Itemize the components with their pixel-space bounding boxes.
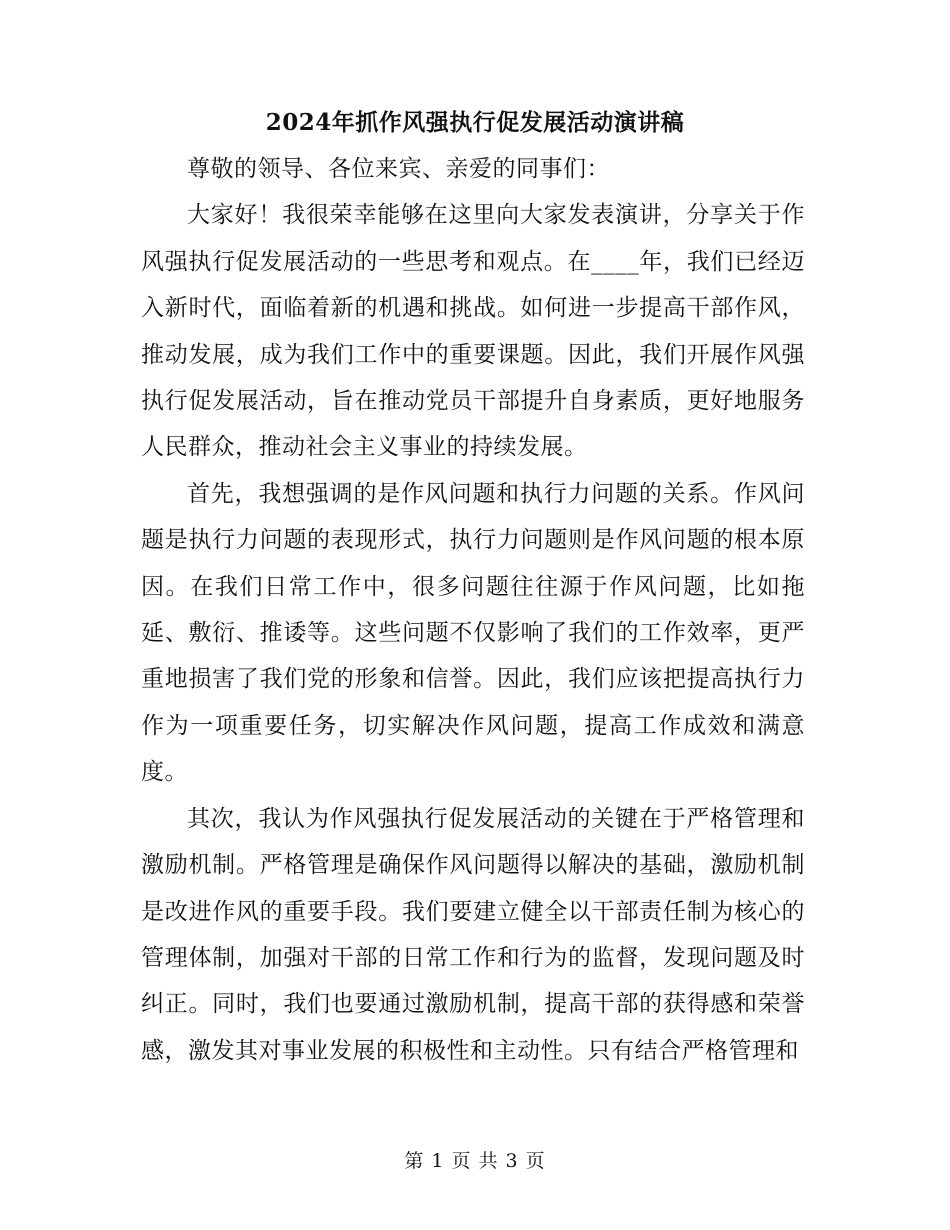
salutation-paragraph: 尊敬的领导、各位来宾、亲爱的同事们： bbox=[187, 156, 610, 182]
body-paragraph: 大家好！我很荣幸能够在这里向大家发表演讲，分享关于作风强执行促发展活动的一些思考和观点。在____年，我们已经迈入新时代，面临着新的机遇和挑战。如何进一步提高干部作风，推动发展，成为我们工作中的重要课题。因此，我们开展作风强执行促发展活动，旨在推动党员干部提升自身素质，更好地服务人民群众，推动社会主义事业的持续发展。 bbox=[141, 202, 805, 461]
body-paragraph: 其次，我认为作风强执行促发展活动的关键在于严格管理和激励机制。严格管理是确保作风问题得以解决的基础，激励机制是改进作风的重要手段。我们要建立健全以干部责任制为核心的管理体制，加强对干部的日常工作和行为的监督，发现问题及时纠正。同时，我们也要通过激励机制，提高干部的获得感和荣誉感，激发其对事业发展的积极性和主动性。只有结合严格管理和 bbox=[141, 805, 805, 1064]
body-paragraph: 首先，我想强调的是作风问题和执行力问题的关系。作风问题是执行力问题的表现形式，执行力问题则是作风问题的根本原因。在我们日常工作中，很多问题往往源于作风问题，比如拖延、敷衍、推诿等。这些问题不仅影响了我们的工作效率，更严重地损害了我们党的形象和信誉。因此，我们应该把提高执行力作为一项重要任务，切实解决作风问题，提高工作成效和满意度。 bbox=[141, 480, 805, 786]
document-body bbox=[141, 146, 805, 1074]
page-number-footer: 第 1 页 共 3 页 bbox=[404, 1150, 546, 1172]
document-title: 2024年抓作风强执行促发展活动演讲稿 bbox=[265, 109, 685, 136]
